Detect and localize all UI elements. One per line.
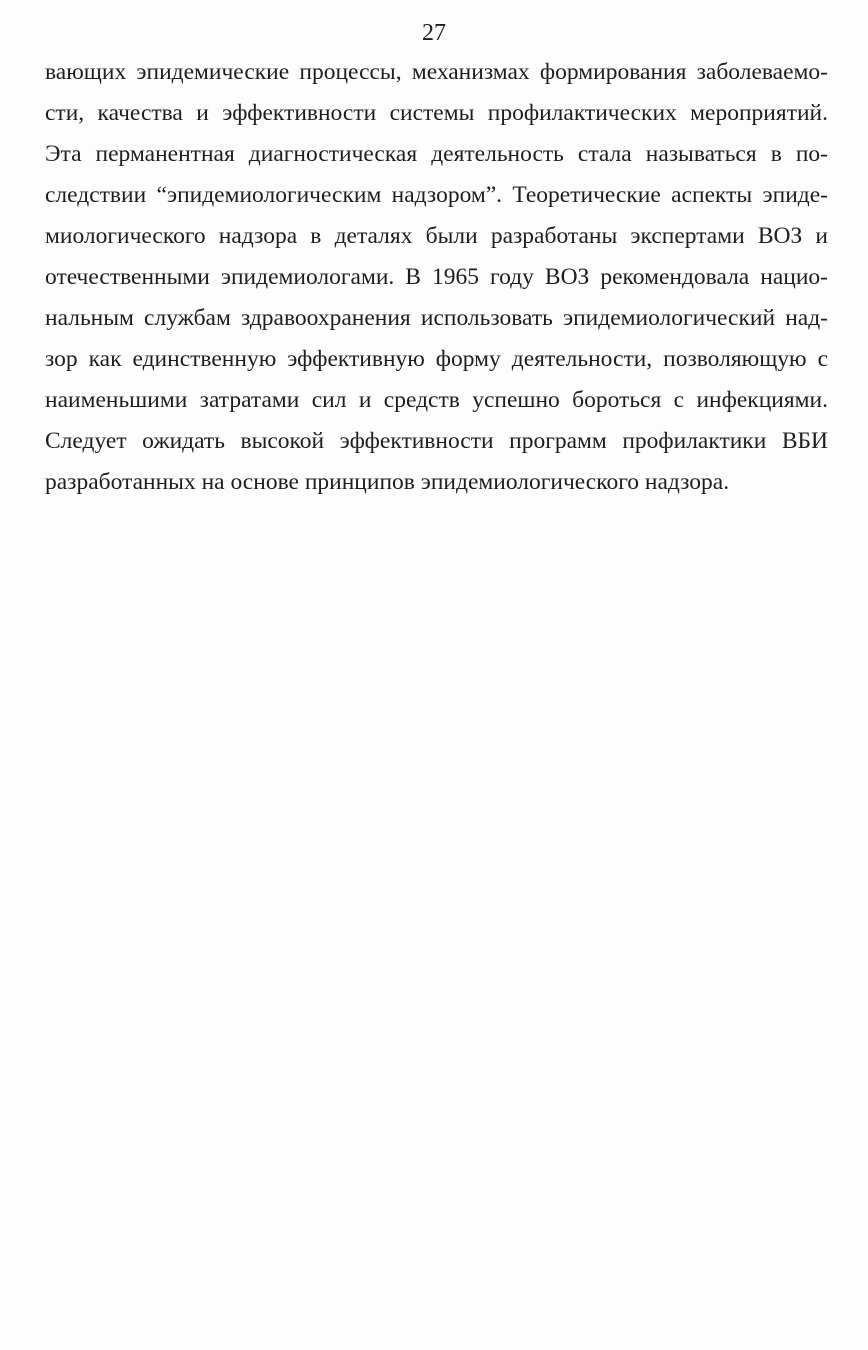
text-line: Следует ожидать высокой эффективности программ профилактики ВБИ: [45, 428, 828, 454]
text-line: сти, качества и эффективности системы профилактических мероприятий.: [45, 100, 828, 126]
text-line: вающих эпидемические процессы, механизмах формирования заболеваемо-: [45, 59, 828, 85]
text-line: наименьшими затратами сил и средств успешно бороться с инфекциями.: [45, 387, 828, 413]
text-line: зор как единственную эффективную форму деятельности, позволяющую с: [45, 346, 828, 372]
text-line: миологического надзора в деталях были разработаны экспертами ВОЗ и: [45, 223, 828, 249]
page-number: 27: [422, 20, 446, 46]
body-paragraph: [45, 52, 828, 503]
text-line: отечественными эпидемиологами. В 1965 году ВОЗ рекомендовала нацио-: [45, 264, 828, 290]
text-line: Эта перманентная диагностическая деятельность стала называться в по-: [45, 141, 828, 167]
text-line: следствии “эпидемиологическим надзором”. Теоретические аспекты эпиде-: [45, 182, 828, 208]
text-line: нальным службам здравоохранения использовать эпидемиологический над-: [45, 305, 828, 331]
text-line: разработанных на основе принципов эпидемиологического надзора.: [45, 469, 730, 495]
